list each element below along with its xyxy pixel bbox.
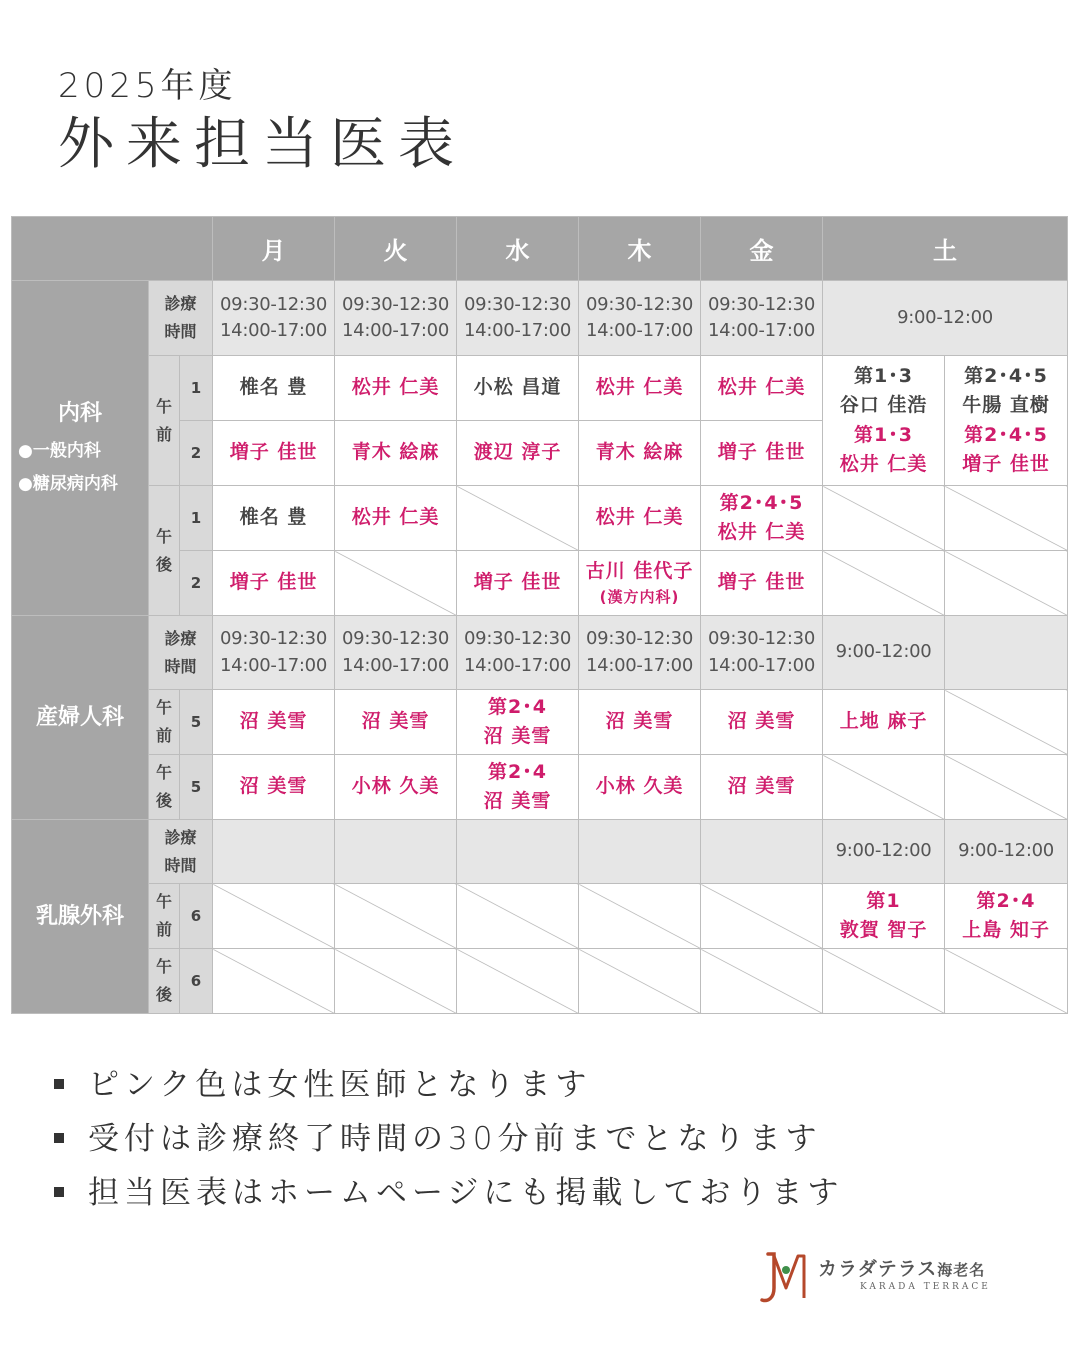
row-number: 6 bbox=[180, 949, 213, 1014]
dept-nyusen: 乳腺外科 bbox=[12, 820, 149, 1014]
hours-cell-empty bbox=[335, 820, 457, 884]
row-number: 6 bbox=[180, 884, 213, 949]
note-item: 受付は診療終了時間の30分前までとなります bbox=[54, 1112, 843, 1166]
pm-label: 午 後 bbox=[149, 949, 180, 1014]
hours-cell: 09:30-12:30 14:00-17:00 bbox=[701, 616, 823, 690]
hours-cell: 09:30-12:30 14:00-17:00 bbox=[213, 281, 335, 356]
doctor-cell: 増子 佳世 bbox=[457, 551, 579, 616]
hours-cell: 09:30-12:30 14:00-17:00 bbox=[335, 281, 457, 356]
empty-cell bbox=[213, 884, 335, 949]
doctor-cell: 椎名 豊 bbox=[213, 486, 335, 551]
doctor-cell: 小林 久美 bbox=[579, 755, 701, 820]
row-number: 1 bbox=[180, 486, 213, 551]
day-fri: 金 bbox=[701, 217, 823, 281]
hours-cell-empty bbox=[457, 820, 579, 884]
bullet-icon bbox=[54, 1133, 64, 1143]
row-number: 5 bbox=[180, 690, 213, 755]
doctor-cell: 松井 仁美 bbox=[579, 356, 701, 421]
header-corner bbox=[12, 217, 213, 281]
dept-sub: ●糖尿病内科 bbox=[18, 473, 118, 494]
empty-cell bbox=[579, 949, 701, 1014]
doctor-cell: 松井 仁美 bbox=[335, 356, 457, 421]
row-number: 5 bbox=[180, 755, 213, 820]
pm-label: 午 後 bbox=[149, 486, 180, 616]
doctor-cell: 沼 美雪 bbox=[213, 690, 335, 755]
doctor-cell: 沼 美雪 bbox=[579, 690, 701, 755]
logo-roman: KARADA TERRACE bbox=[860, 1282, 991, 1292]
empty-cell bbox=[945, 949, 1068, 1014]
page-year: 2025年度 bbox=[58, 66, 237, 106]
dept-sanfujinka: 産婦人科 bbox=[12, 616, 149, 820]
pm-label: 午 後 bbox=[149, 755, 180, 820]
hours-cell: 09:30-12:30 14:00-17:00 bbox=[457, 616, 579, 690]
hours-cell-empty bbox=[213, 820, 335, 884]
hours-cell: 09:30-12:30 14:00-17:00 bbox=[579, 616, 701, 690]
doctor-cell: 椎名 豊 bbox=[213, 356, 335, 421]
hours-cell-empty bbox=[579, 820, 701, 884]
doctor-cell: 松井 仁美 bbox=[579, 486, 701, 551]
day-sat: 土 bbox=[823, 217, 1068, 281]
doctor-cell: 松井 仁美 bbox=[701, 356, 823, 421]
schedule-table bbox=[11, 216, 1068, 1014]
hours-cell-sat: 9:00-12:00 bbox=[823, 616, 945, 690]
logo-mark-icon bbox=[760, 1248, 812, 1304]
bullet-icon bbox=[54, 1079, 64, 1089]
doctor-cell: 青木 絵麻 bbox=[335, 421, 457, 486]
hours-cell-sat: 9:00-12:00 bbox=[823, 281, 1068, 356]
empty-cell bbox=[457, 949, 579, 1014]
doctor-cell-sat: 第2･4･5 牛腸 直樹 第2･4･5 増子 佳世 bbox=[945, 356, 1068, 486]
empty-cell bbox=[335, 884, 457, 949]
empty-cell bbox=[701, 884, 823, 949]
empty-cell bbox=[335, 551, 457, 616]
doctor-cell: 第1 敦賀 智子 bbox=[823, 884, 945, 949]
note-item: ピンク色は女性医師となります bbox=[54, 1058, 843, 1112]
doctor-cell: 青木 絵麻 bbox=[579, 421, 701, 486]
dept-name: 内科 bbox=[57, 401, 102, 427]
doctor-cell: 第2･4 沼 美雪 bbox=[457, 755, 579, 820]
empty-cell bbox=[823, 551, 945, 616]
am-label: 午 前 bbox=[149, 690, 180, 755]
notes-list bbox=[54, 1058, 843, 1220]
doctor-cell: 沼 美雪 bbox=[701, 755, 823, 820]
day-tue: 火 bbox=[335, 217, 457, 281]
doctor-cell: 増子 佳世 bbox=[213, 421, 335, 486]
doctor-cell: 増子 佳世 bbox=[701, 421, 823, 486]
day-wed: 水 bbox=[457, 217, 579, 281]
empty-cell bbox=[213, 949, 335, 1014]
clinic-logo bbox=[760, 1248, 1040, 1304]
empty-cell bbox=[945, 690, 1068, 755]
am-label: 午 前 bbox=[149, 884, 180, 949]
dept-naika bbox=[12, 281, 149, 616]
note-item: 担当医表はホームページにも掲載しております bbox=[54, 1166, 843, 1220]
empty-cell bbox=[457, 486, 579, 551]
am-label: 午 前 bbox=[149, 356, 180, 486]
doctor-cell: 沼 美雪 bbox=[213, 755, 335, 820]
empty-cell bbox=[945, 551, 1068, 616]
doctor-cell: 第2･4･5 松井 仁美 bbox=[701, 486, 823, 551]
hours-cell: 09:30-12:30 14:00-17:00 bbox=[701, 281, 823, 356]
doctor-cell: 増子 佳世 bbox=[213, 551, 335, 616]
doctor-cell: 上地 麻子 bbox=[823, 690, 945, 755]
hours-cell-empty bbox=[701, 820, 823, 884]
doctor-cell: 沼 美雪 bbox=[335, 690, 457, 755]
row-number: 2 bbox=[180, 421, 213, 486]
empty-cell bbox=[457, 884, 579, 949]
doctor-cell-sat: 第1･3 谷口 佳浩 第1･3 松井 仁美 bbox=[823, 356, 945, 486]
empty-cell bbox=[823, 949, 945, 1014]
hours-cell-sat: 9:00-12:00 bbox=[823, 820, 945, 884]
dept-sub: ●一般内科 bbox=[18, 441, 101, 462]
hours-cell: 09:30-12:30 14:00-17:00 bbox=[579, 281, 701, 356]
doctor-cell: 小林 久美 bbox=[335, 755, 457, 820]
hours-cell: 09:30-12:30 14:00-17:00 bbox=[213, 616, 335, 690]
doctor-cell: 松井 仁美 bbox=[335, 486, 457, 551]
hours-cell: 09:30-12:30 14:00-17:00 bbox=[457, 281, 579, 356]
bullet-icon bbox=[54, 1187, 64, 1197]
row-number: 1 bbox=[180, 356, 213, 421]
hours-cell: 09:30-12:30 14:00-17:00 bbox=[335, 616, 457, 690]
empty-cell bbox=[701, 949, 823, 1014]
empty-cell bbox=[945, 486, 1068, 551]
page-title: 外来担当医表 bbox=[58, 112, 466, 177]
empty-cell bbox=[945, 755, 1068, 820]
doctor-cell: 古川 佳代子 (漢方内科) bbox=[579, 551, 701, 616]
hours-cell-empty bbox=[945, 616, 1068, 690]
empty-cell bbox=[823, 486, 945, 551]
doctor-cell: 小松 昌道 bbox=[457, 356, 579, 421]
doctor-cell: 沼 美雪 bbox=[701, 690, 823, 755]
doctor-cell: 渡辺 淳子 bbox=[457, 421, 579, 486]
hours-label: 診療 時間 bbox=[149, 820, 213, 884]
empty-cell bbox=[823, 755, 945, 820]
day-mon: 月 bbox=[213, 217, 335, 281]
doctor-cell: 増子 佳世 bbox=[701, 551, 823, 616]
hours-cell-sat: 9:00-12:00 bbox=[945, 820, 1068, 884]
logo-name: カラダテラス海老名 bbox=[818, 1258, 986, 1280]
empty-cell bbox=[335, 949, 457, 1014]
day-thu: 木 bbox=[579, 217, 701, 281]
empty-cell bbox=[579, 884, 701, 949]
doctor-cell: 第2･4 上島 知子 bbox=[945, 884, 1068, 949]
hours-label: 診療 時間 bbox=[149, 616, 213, 690]
hours-label: 診療 時間 bbox=[149, 281, 213, 356]
doctor-cell: 第2･4 沼 美雪 bbox=[457, 690, 579, 755]
row-number: 2 bbox=[180, 551, 213, 616]
